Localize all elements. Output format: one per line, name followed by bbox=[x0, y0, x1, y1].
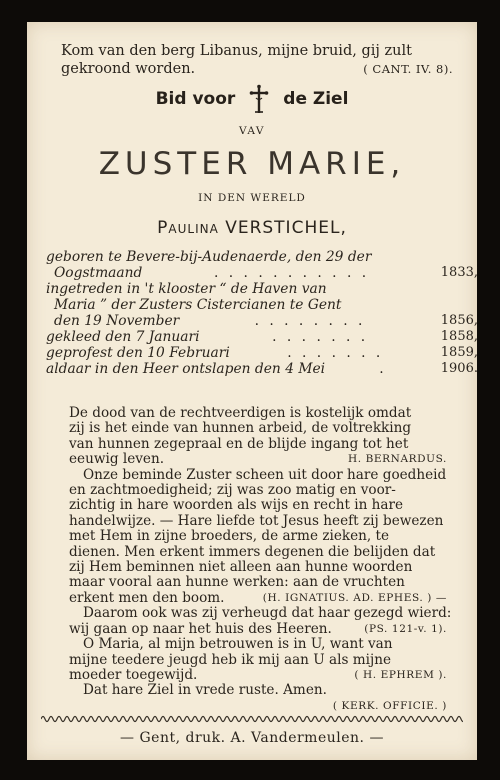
text-line bbox=[69, 514, 453, 529]
prayer-heading bbox=[27, 84, 477, 114]
ornamental-border bbox=[41, 714, 463, 724]
text-line-citation: (H. IGNATIUS. AD. EPHES. ) — bbox=[262, 591, 447, 604]
bio-line: geboren te Bevere-bij-Audenaerde, den 29 der bbox=[46, 249, 372, 265]
secular-name bbox=[27, 218, 477, 238]
text-line bbox=[69, 406, 453, 421]
text-line-main: mijne teedere jeugd heb ik mij aan U als mijne bbox=[69, 651, 392, 668]
deceased-name: ZUSTER MARIE, bbox=[98, 146, 406, 182]
bio-line: Oogstmaand . . . . . . . . . . . 1833, bbox=[54, 265, 478, 281]
text-line-main: Daarom ook was zij verheugd dat haar gezegd wierd: bbox=[83, 605, 452, 622]
epigraph-citation: ( CANT. IV. 8). bbox=[363, 62, 453, 76]
text-line bbox=[69, 591, 453, 606]
text-line bbox=[69, 622, 453, 637]
text-line-main: maar vooral aan hunne werken: aan de vruchten bbox=[69, 574, 405, 591]
text-line bbox=[69, 637, 453, 652]
text-line bbox=[69, 653, 453, 668]
secular-last-name: VERSTICHEL, bbox=[225, 218, 347, 238]
text-line bbox=[69, 699, 453, 714]
text-line-citation: (PS. 121-v. 1). bbox=[364, 622, 447, 635]
prayer-right-text: de Ziel bbox=[283, 89, 349, 109]
body-text bbox=[69, 406, 453, 714]
text-line bbox=[69, 575, 453, 590]
text-line-citation: ( KERK. OFFICIE. ) bbox=[332, 699, 447, 712]
bio-line: aldaar in den Heer ontslapen den 4 Mei . 1906. bbox=[46, 361, 478, 377]
printer-imprint: — Gent, druk. A. Vandermeulen. — bbox=[120, 730, 384, 746]
text-line-main: eeuwig leven. bbox=[69, 451, 165, 468]
bio-line: gekleed den 7 Januari . . . . . . . 1858, bbox=[46, 329, 478, 345]
secular-first-name: Paulina bbox=[157, 218, 219, 238]
text-line-main: zichtig in hare woorden als wijs en recht in hare bbox=[69, 497, 404, 514]
text-line-main: erkent men den boom. bbox=[69, 589, 225, 606]
vav-label: VAV bbox=[238, 125, 265, 137]
text-line bbox=[69, 683, 453, 698]
text-line-main: van hunnen zegepraal en de blijde ingang tot het bbox=[69, 435, 409, 452]
text-line bbox=[69, 498, 453, 513]
text-line bbox=[69, 545, 453, 560]
cross-icon bbox=[249, 84, 269, 114]
text-line-citation: H. BERNARDUS. bbox=[347, 453, 447, 466]
text-line-main: O Maria, al mijn betrouwen is in U, want van bbox=[83, 636, 393, 653]
memorial-card bbox=[27, 22, 477, 760]
text-line bbox=[69, 483, 453, 498]
text-line-main: De dood van de rechtveerdigen is kostelijk omdat bbox=[69, 405, 412, 421]
bio-line: den 19 November . . . . . . . . 1856, bbox=[54, 313, 478, 329]
prayer-left-text: Bid voor bbox=[155, 89, 236, 109]
text-line-main: handelwijze. — Hare liefde tot Jesus heeft zij bewezen bbox=[69, 512, 444, 529]
text-line-main: en zachtmoedigheid; zij was zoo matig en voor- bbox=[69, 482, 396, 499]
text-line-main: zij Hem beminnen niet alleen aan hunne woorden bbox=[69, 559, 413, 576]
text-line bbox=[69, 468, 453, 483]
text-line bbox=[69, 452, 453, 467]
text-line bbox=[69, 529, 453, 544]
text-line bbox=[69, 606, 453, 621]
text-line bbox=[69, 668, 453, 683]
text-line-main: dienen. Men erkent immers degenen die belijden dat bbox=[69, 543, 436, 560]
text-line-main: Dat hare Ziel in vrede ruste. Amen. bbox=[83, 682, 327, 699]
text-line-main: Onze beminde Zuster scheen uit door hare goedheid bbox=[83, 466, 447, 483]
bio-line: geprofest den 10 Februari . . . . . . . 1859, bbox=[46, 345, 478, 361]
biography bbox=[46, 249, 478, 377]
text-line-main: moeder toegewijd. bbox=[69, 666, 198, 683]
in-den-wereld-label: IN DEN WERELD bbox=[198, 192, 306, 204]
epigraph bbox=[61, 42, 461, 78]
text-line-main: met Hem in zijne broeders, de arme zieken, te bbox=[69, 528, 390, 545]
epigraph-line-1: Kom van den berg Libanus, mijne bruid, gij zult bbox=[61, 43, 412, 59]
text-line bbox=[69, 560, 453, 575]
bio-line: Maria ” der Zusters Cistercianen te Gent bbox=[54, 297, 342, 313]
text-line-citation: ( H. EPHREM ). bbox=[354, 668, 447, 681]
text-line bbox=[69, 437, 453, 452]
text-line-main: zij is het einde van hunnen arbeid, de voltrekking bbox=[69, 420, 412, 437]
text-line bbox=[69, 421, 453, 436]
bio-line: ingetreden in 't klooster “ de Haven van bbox=[46, 281, 327, 297]
text-line-main: wij gaan op naar het huis des Heeren. bbox=[69, 620, 332, 637]
epigraph-line-2: gekroond worden. bbox=[61, 61, 196, 77]
